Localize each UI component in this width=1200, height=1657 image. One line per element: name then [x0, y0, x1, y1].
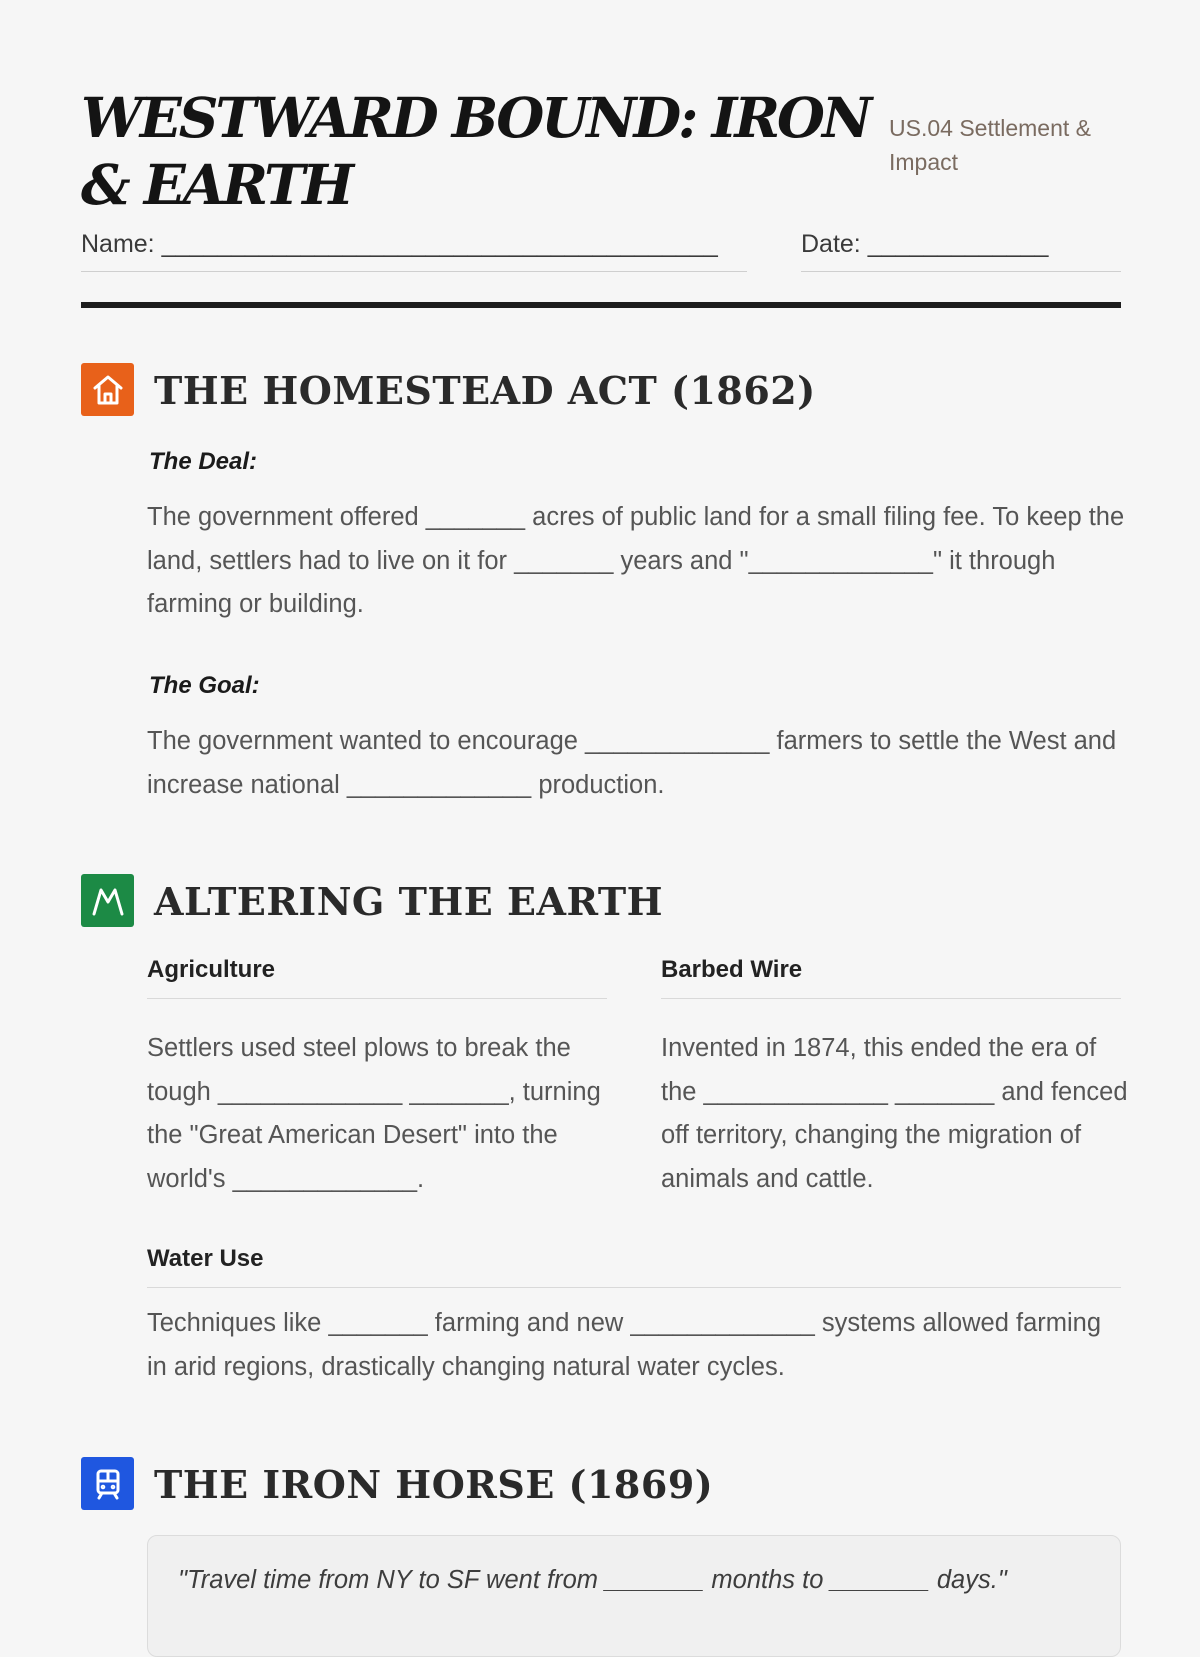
barbed-wire-text: Invented in 1874, this ended the era of the _____________ _______ and fenced off territory, changing the migration of animals and cattle.: [661, 1034, 1128, 1193]
water-use-text: Techniques like _______ farming and new _____________ systems allowed farming in arid regions, drastically changing natural water cycles.: [147, 1309, 1102, 1381]
unit-code: US.04 Settlement & Impact: [889, 115, 1091, 175]
deal-text: The government offered _______ acres of public land for a small filing fee. To keep the land, settlers had to live on it for _______ years and "_____________" it through farming or building.: [147, 503, 1125, 618]
agriculture-text: Settlers used steel plows to break the tough _____________ _______, turning the "Great American Desert" into the world's _____________.: [147, 1034, 601, 1193]
earth-section-title: ALTERING THE EARTH: [154, 879, 664, 924]
goal-label: The Goal:: [149, 672, 260, 699]
name-field[interactable]: Name: ________________________________________: [81, 230, 747, 272]
mountain-icon: [81, 874, 134, 927]
header-divider: [81, 302, 1121, 308]
iron-horse-section-title: THE IRON HORSE (1869): [154, 1462, 714, 1507]
water-use-heading: Water Use: [147, 1245, 1121, 1288]
deal-label: The Deal:: [149, 448, 258, 475]
homestead-section-title: THE HOMESTEAD ACT (1862): [154, 368, 816, 413]
agriculture-heading: Agriculture: [147, 956, 607, 999]
goal-text: The government wanted to encourage _____________ farmers to settle the West and increase national _____________ production.: [147, 727, 1117, 799]
date-field[interactable]: Date: _____________: [801, 230, 1121, 272]
quote-box: [147, 1535, 1121, 1657]
train-icon: [81, 1457, 134, 1510]
house-icon: [81, 363, 134, 416]
travel-time-quote: "Travel time from NY to SF went from _______ months to _______ days.": [178, 1566, 1007, 1594]
barbed-wire-heading: Barbed Wire: [661, 956, 1121, 999]
worksheet-title: WESTWARD BOUND: IRON & EARTH: [81, 85, 870, 217]
